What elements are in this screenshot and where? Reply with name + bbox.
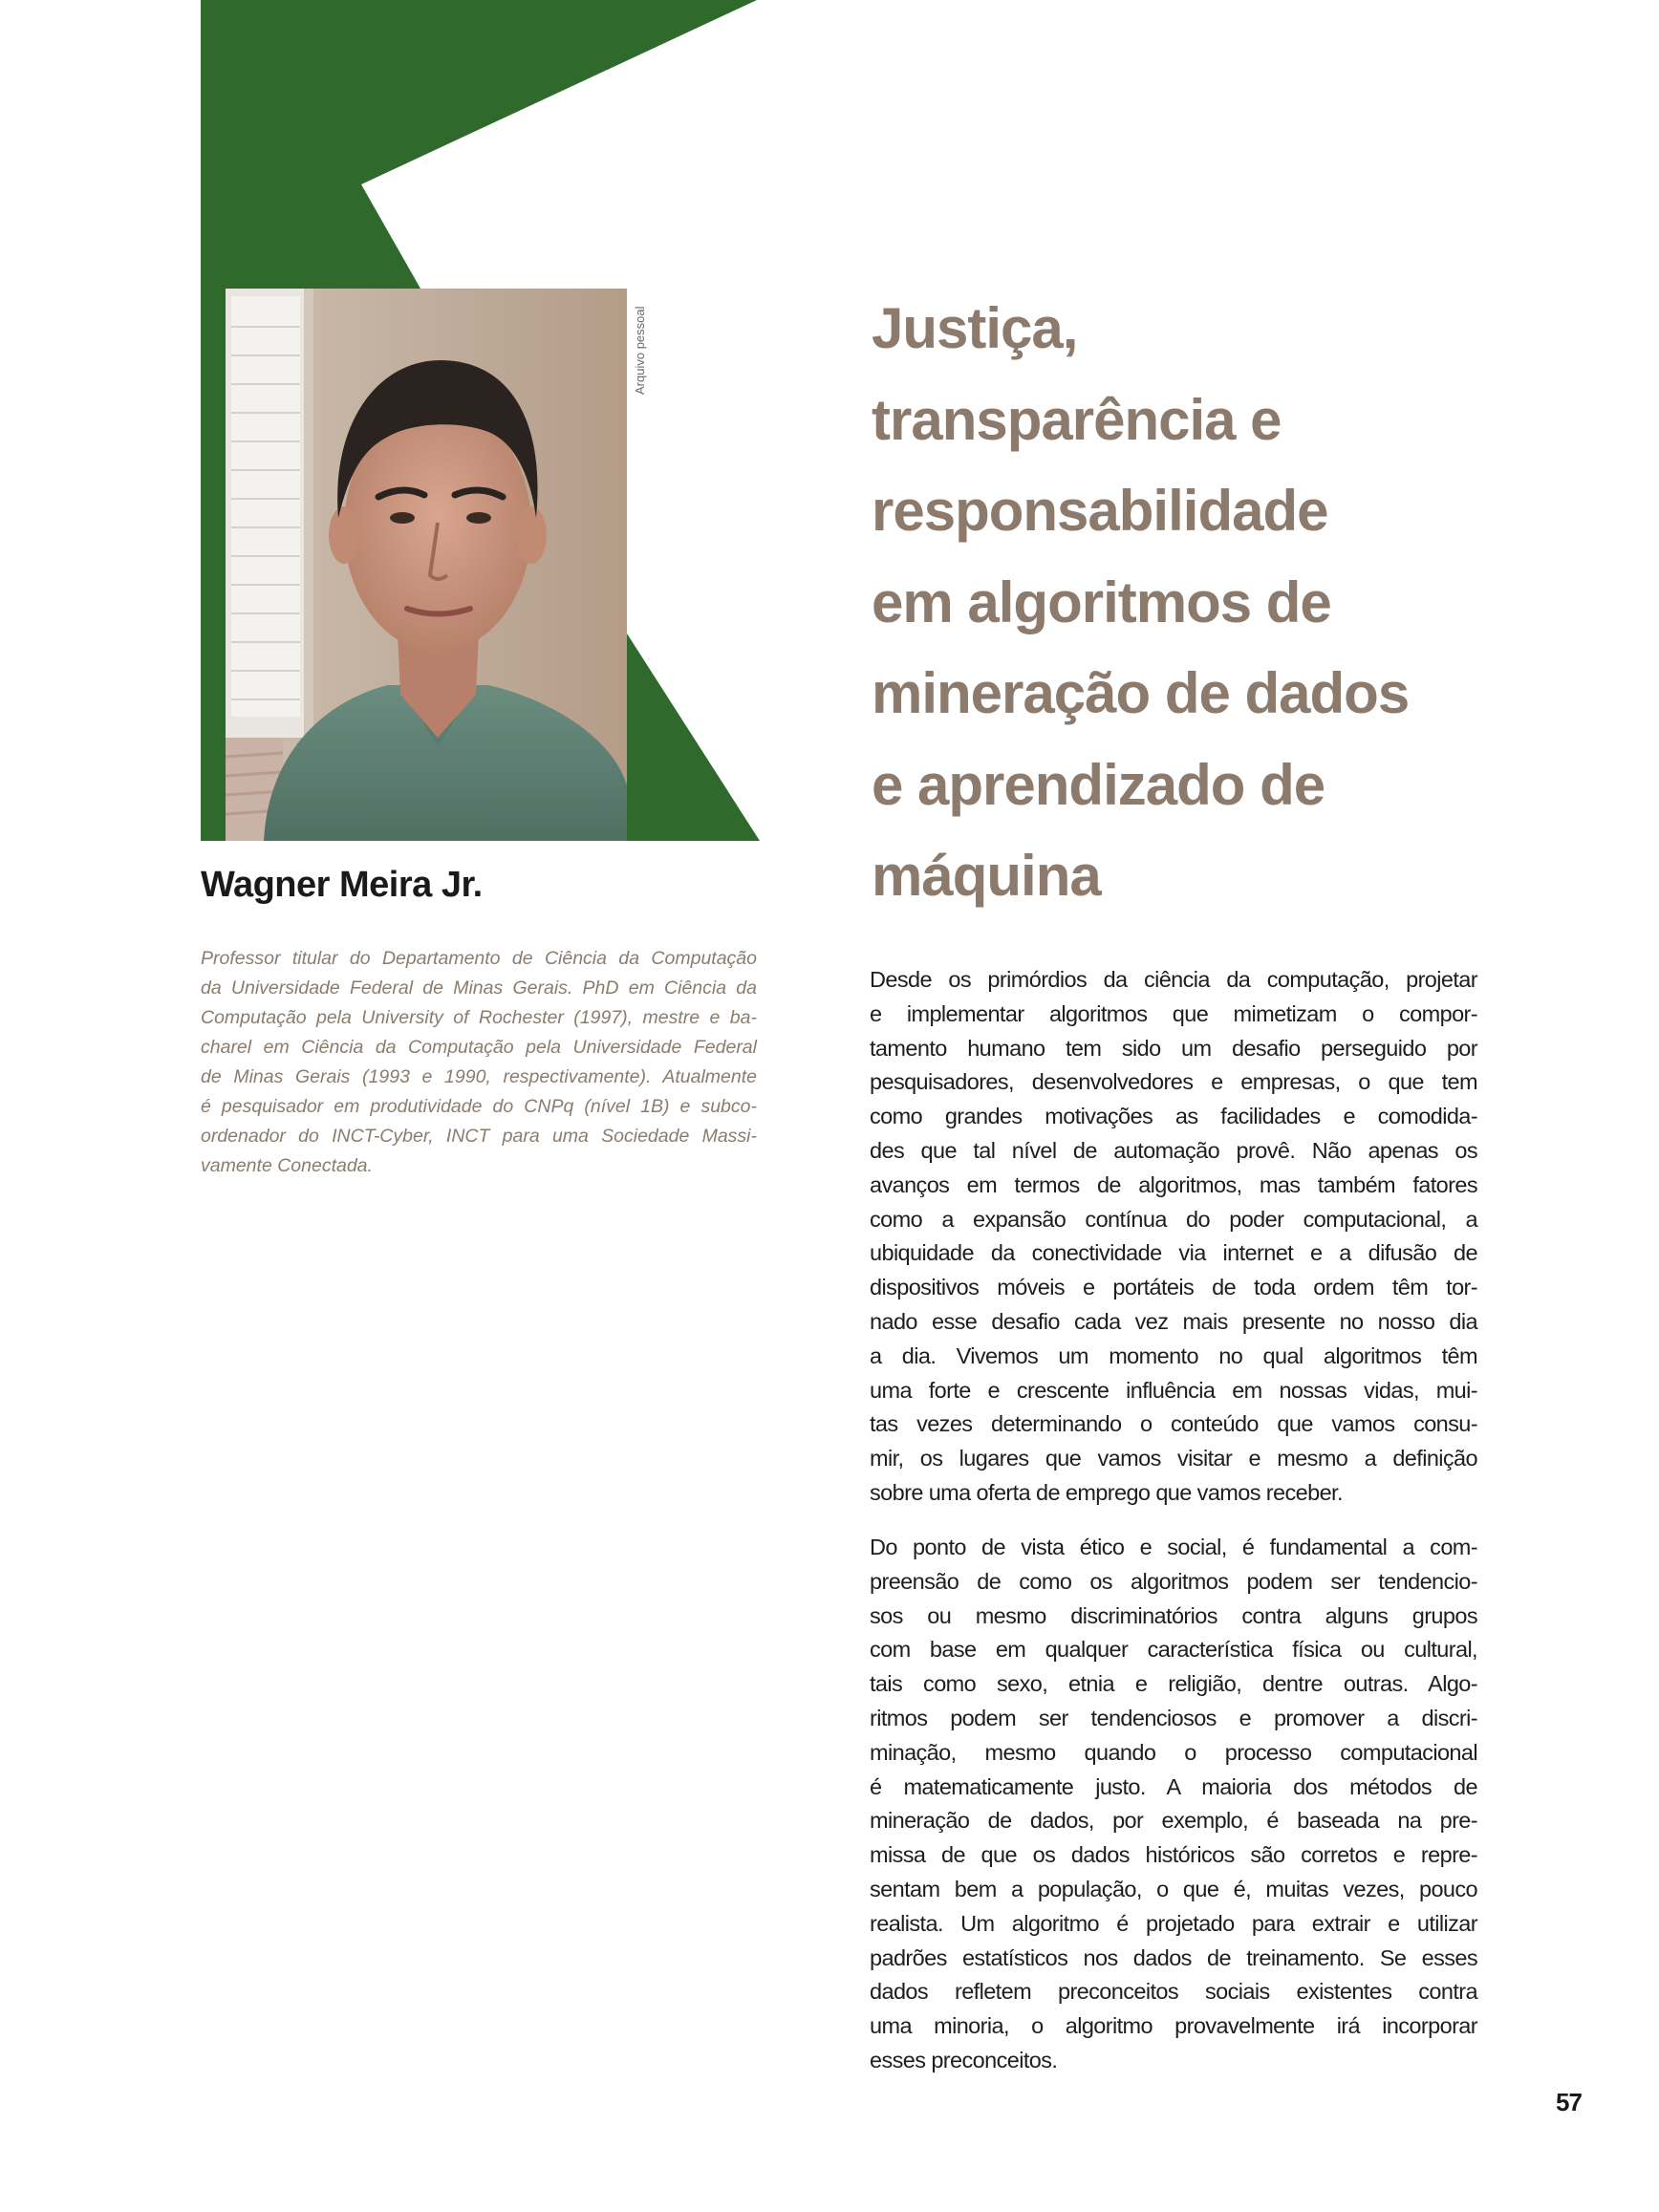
body-paragraph-2 — [870, 1531, 1477, 2078]
text-line: como grandes motivações as facilidades e comodida- — [870, 1104, 1477, 1129]
text-line: minação, mesmo quando o processo computacional — [870, 1739, 1477, 1765]
text-line: sos ou mesmo discriminatórios contra alguns grupos — [870, 1602, 1477, 1628]
bio-line: Professor titular do Departamento de Ciência da Computação — [201, 948, 757, 969]
text-line: padrões estatísticos nos dados de treinamento. Se esses — [870, 1944, 1477, 1970]
bio-line: de Minas Gerais (1993 e 1990, respectivamente). Atualmente — [201, 1066, 757, 1087]
bio-line: Computação pela University of Rochester (1997), mestre e ba- — [201, 1007, 757, 1028]
text-line: missa de que os dados históricos são corretos e repre- — [870, 1842, 1477, 1868]
text-line: mineração de dados, por exemplo, é baseada na pre- — [870, 1808, 1477, 1834]
text-line: dados refletem preconceitos sociais existentes contra — [870, 1979, 1477, 2005]
text-line: sobre uma oferta de emprego que vamos receber. — [870, 1479, 1343, 1505]
photo-credit: Arquivo pessoal — [633, 306, 647, 395]
author-bio — [201, 944, 757, 1181]
text-line: com base em qualquer característica física ou cultural, — [870, 1637, 1477, 1663]
text-line: tas vezes determinando o conteúdo que vamos consu- — [870, 1411, 1477, 1437]
text-line: dispositivos móveis e portáteis de toda ordem têm tor- — [870, 1275, 1477, 1300]
title-line: em algoritmos de — [872, 569, 1331, 634]
text-line: avanços em termos de algoritmos, mas também fatores — [870, 1171, 1477, 1197]
text-line: mir, os lugares que vamos visitar e mesmo a definição — [870, 1446, 1477, 1471]
text-line: uma forte e crescente influência em nossas vidas, mui- — [870, 1377, 1477, 1403]
text-line: ritmos podem ser tendenciosos e promover a discri- — [870, 1705, 1477, 1730]
text-line: realista. Um algoritmo é projetado para extrair e utilizar — [870, 1910, 1477, 1936]
text-line: ubiquidade da conectividade via internet e a difusão de — [870, 1240, 1477, 1266]
text-line: a dia. Vivemos um momento no qual algoritmos têm — [870, 1342, 1477, 1368]
text-line: pesquisadores, desenvolvedores e empresas, o que tem — [870, 1069, 1477, 1095]
text-line: e implementar algoritmos que mimetizam o compor- — [870, 1000, 1477, 1026]
text-line: esses preconceitos. — [870, 2047, 1058, 2072]
body-paragraph-1 — [870, 963, 1477, 1511]
text-line: Desde os primórdios da ciência da computação, projetar — [870, 967, 1477, 992]
text-line: Do ponto de vista ético e social, é fundamental a com- — [870, 1535, 1477, 1559]
author-photo — [226, 289, 627, 841]
page-number: 57 — [1556, 2088, 1582, 2116]
text-line: tais como sexo, etnia e religião, dentre outras. Algo- — [870, 1671, 1477, 1697]
title-line: mineração de dados — [872, 661, 1410, 725]
text-line: como a expansão contínua do poder computacional, a — [870, 1206, 1477, 1232]
text-line: preensão de como os algoritmos podem ser tendencio- — [870, 1568, 1477, 1594]
title-line: máquina — [872, 844, 1101, 908]
author-name: Wagner Meira Jr. — [201, 865, 483, 905]
bio-line: vamente Conectada. — [201, 1155, 373, 1176]
bio-line: da Universidade Federal de Minas Gerais. PhD em Ciência da — [201, 977, 757, 999]
text-line: uma minoria, o algoritmo provavelmente irá incorporar — [870, 2013, 1477, 2039]
text-line: é matematicamente justo. A maioria dos métodos de — [870, 1773, 1477, 1799]
title-line: responsabilidade — [872, 479, 1328, 543]
title-line: e aprendizado de — [872, 752, 1325, 817]
text-line: des que tal nível de automação provê. Não apenas os — [870, 1137, 1477, 1163]
bio-line: ordenador do INCT-Cyber, INCT para uma Sociedade Massi- — [201, 1126, 757, 1147]
bio-line: charel em Ciência da Computação pela Universidade Federal — [201, 1037, 757, 1058]
title-line: Justiça, — [872, 296, 1078, 360]
text-line: tamento humano tem sido um desafio perseguido por — [870, 1035, 1477, 1061]
article-title — [872, 283, 1540, 922]
text-line: sentam bem a população, o que é, muitas vezes, pouco — [870, 1876, 1477, 1901]
title-line: transparência e — [872, 387, 1282, 452]
text-line: nado esse desafio cada vez mais presente no nosso dia — [870, 1308, 1477, 1334]
bio-line: é pesquisador em produtividade do CNPq (nível 1B) e subco- — [201, 1096, 757, 1117]
